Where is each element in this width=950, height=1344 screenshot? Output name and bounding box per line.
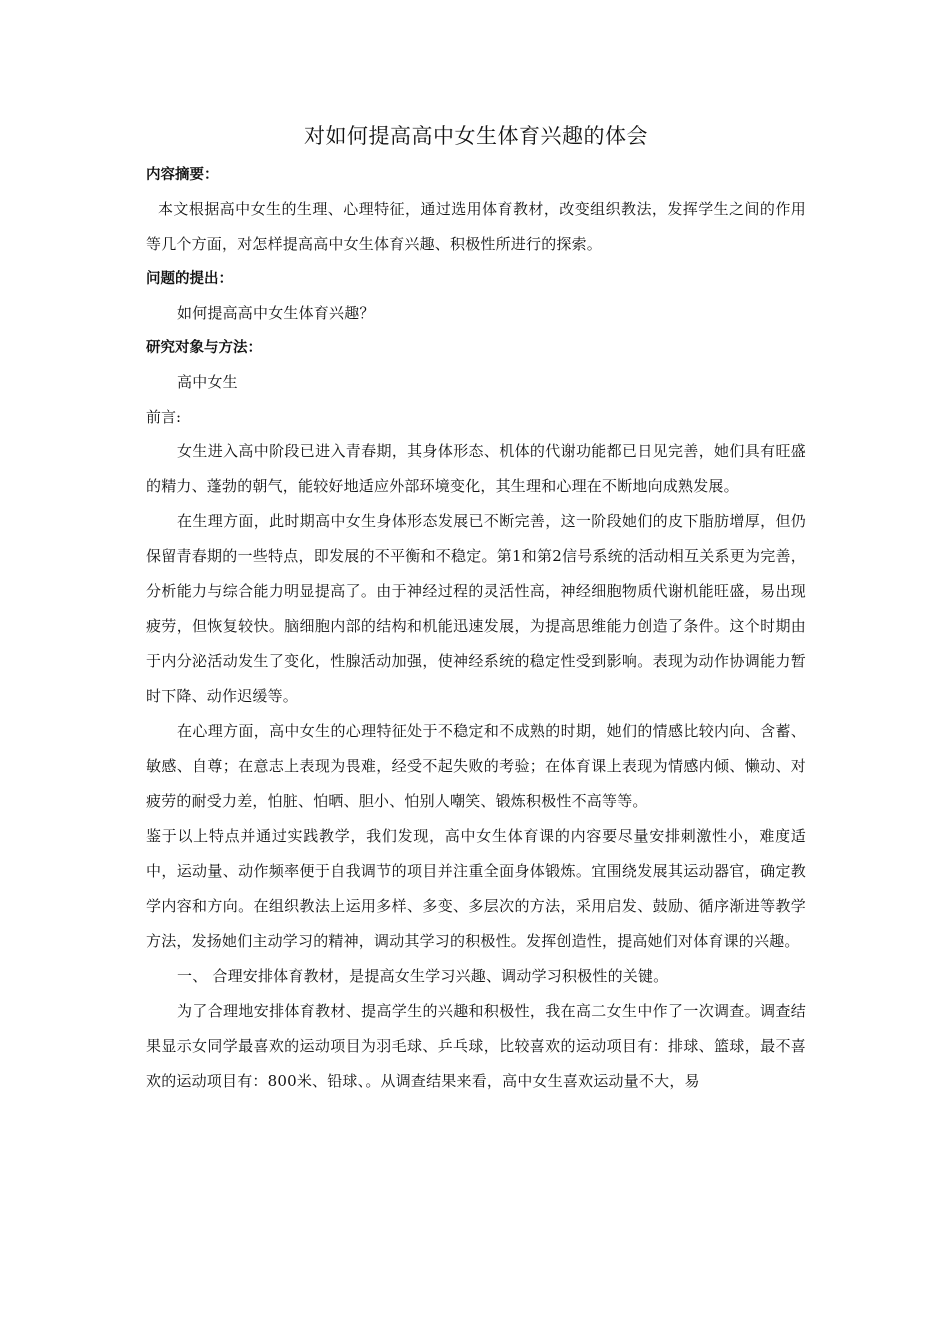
preface-label: 前言: (146, 408, 182, 426)
paragraph-physiology: 在生理方面，此时期高中女生身体形态发展已不断完善，这一阶段她们的皮下脂肪增厚，但仍保留青春期的一些特点，即发展的不平衡和不稳定。第1和第2信号系统的活动相互关系更为完善，分析能力与综合能力明显提高了。由于神经过程的灵活性高，神经细胞物质代谢机能旺盛，易出现疲劳，但恢复较快。脑细胞内部的结构和机能迅速发展，为提高思维能力创造了条件。这个时期由于内分泌活动发生了变化，性腺活动加强，使神经系统的稳定性受到影响。表现为动作协调能力暂时下降、动作迟缓等。 (146, 512, 806, 705)
point-one-heading: 一、 合理安排体育教材，是提高女生学习兴趣、调动学习积极性的关键。 (177, 967, 669, 985)
paragraph-survey: 为了合理地安排体育教材、提高学生的兴趣和积极性，我在高二女生中作了一次调查。调查结果显示女同学最喜欢的运动项目为羽毛球、乒乓球，比较喜欢的运动项目有：排球、篮球，最不喜欢的运动项目有：800米、铅球、。从调查结果来看，高中女生喜欢运动量不大，易 (146, 1002, 806, 1090)
paragraph-conclusion: 鉴于以上特点并通过实践教学，我们发现，高中女生体育课的内容要尽量安排刺激性小，难度适中，运动量、动作频率便于自我调节的项目并注重全面身体锻炼。宜围绕发展其运动器官，确定教学内容和方向。在组织教法上运用多样、多变、多层次的方法，采用启发、鼓励、循序渐进等教学方法，发扬她们主动学习的精神，调动其学习的积极性。发挥创造性，提高她们对体育课的兴趣。 (146, 827, 806, 950)
document-title: 对如何提高高中女生体育兴趣的体会 (304, 124, 648, 148)
problem-text: 如何提高高中女生体育兴趣？ (177, 304, 375, 322)
problem-label: 问题的提出： (146, 271, 233, 287)
paragraph-intro: 女生进入高中阶段已进入青春期，其身体形态、机体的代谢功能都已日见完善，她们具有旺盛的精力、蓬勃的朝气，能较好地适应外部环境变化，其生理和心理在不断地向成熟发展。 (146, 442, 806, 495)
abstract-text: 本文根据高中女生的生理、心理特征，通过选用体育教材，改变组织教法，发挥学生之间的作用等几个方面，对怎样提高高中女生体育兴趣、积极性所进行的探索。 (146, 200, 806, 253)
abstract-label: 内容摘要： (146, 167, 219, 183)
method-text: 高中女生 (177, 373, 238, 391)
method-label: 研究对象与方法： (146, 340, 262, 356)
paragraph-psychology: 在心理方面，高中女生的心理特征处于不稳定和不成熟的时期，她们的情感比较内向、含蓄、敏感、自尊；在意志上表现为畏难，经受不起失败的考验；在体育课上表现为情感内倾、懒动、对疲劳的耐受力差，怕脏、怕晒、胆小、怕别人嘲笑、锻炼积极性不高等等。 (146, 722, 806, 810)
document-body (146, 118, 806, 1099)
